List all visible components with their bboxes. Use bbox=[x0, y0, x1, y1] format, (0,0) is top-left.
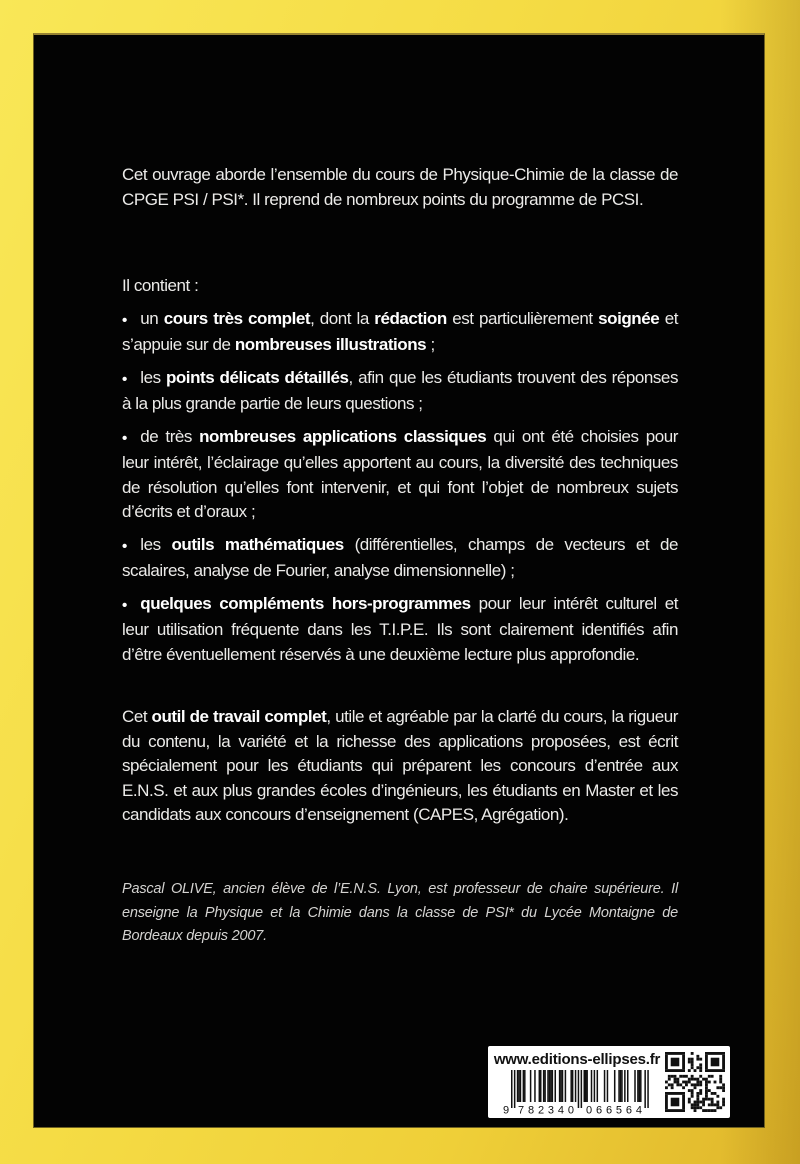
bullet-text: un cours très complet, dont la rédaction est particulièrement soignée et s’appuie sur de nombreuses illustrations ; bbox=[122, 308, 678, 354]
closing-paragraph: Cet outil de travail complet, utile et agréable par la clarté du cours, la rigueur du contenu, la variété et la richesse des applications proposées, est écrit spécialement pour les étudiants qui préparent les concours d’entrée aux E.N.S. et aux plus grandes écoles d’ingénieurs, les étudiants en Master et les candidats aux concours d’enseignement (CAPES, Agrégation). bbox=[122, 707, 678, 824]
bullet-text: de très nombreuses applications classiques qui ont été choisies pour leur intérêt, l’éclairage qu’elles apportent au cours, la diversité des techniques de résolution qu’elles font intervenir, et qui font l’objet de nombreux sujets d’écrits et d’oraux ; bbox=[122, 426, 678, 521]
ean-barcode-icon bbox=[497, 1069, 657, 1115]
bullet-item bbox=[122, 592, 678, 668]
publisher-box bbox=[488, 1046, 730, 1118]
qr-code-icon bbox=[665, 1052, 725, 1112]
bullet-text: les outils mathématiques (différentielles, champs de vecteurs et de scalaires, analyse de Fourier, analyse dimensionnelle) ; bbox=[122, 534, 678, 580]
back-cover-panel bbox=[33, 33, 765, 1128]
publisher-website: www.editions-ellipses.fr bbox=[493, 1050, 661, 1068]
bullet-icon: • bbox=[122, 370, 128, 388]
bullet-icon: • bbox=[122, 429, 128, 447]
svg-text:782340: 782340 bbox=[518, 1104, 574, 1115]
contents-heading: Il contient : bbox=[122, 276, 199, 295]
bullet-item bbox=[122, 307, 678, 358]
bullet-icon: • bbox=[122, 311, 128, 329]
intro-paragraph: Cet ouvrage aborde l’ensemble du cours de Physique-Chimie de la classe de CPGE PSI / PSI*. Il reprend de nombreux points du programme de PCSI. bbox=[122, 165, 678, 209]
author-note: Pascal OLIVE, ancien élève de l’E.N.S. Lyon, est professeur de chaire supérieure. Il enseigne la Physique et la Chimie dans la classe de PSI* du Lycée Montaigne de Bordeaux depuis 2007. bbox=[122, 881, 678, 944]
contents-section bbox=[122, 274, 678, 667]
bullet-item bbox=[122, 533, 678, 584]
svg-text:9: 9 bbox=[502, 1104, 510, 1115]
bullet-icon: • bbox=[122, 537, 128, 555]
barcode-column bbox=[493, 1050, 661, 1115]
bullet-text: les points délicats détaillés, afin que les étudiants trouvent des réponses à la plus grande partie de leurs questions ; bbox=[122, 367, 678, 413]
svg-text:066564: 066564 bbox=[586, 1104, 642, 1115]
bullet-icon: • bbox=[122, 596, 128, 614]
bullet-item bbox=[122, 425, 678, 525]
bullet-text: quelques compléments hors-programmes pour leur intérêt culturel et leur utilisation fréquente dans les T.I.P.E. Ils sont clairement identifiés afin d’être éventuellement réservés à une deuxième lecture plus approfondie. bbox=[122, 593, 678, 664]
bullet-item bbox=[122, 366, 678, 417]
